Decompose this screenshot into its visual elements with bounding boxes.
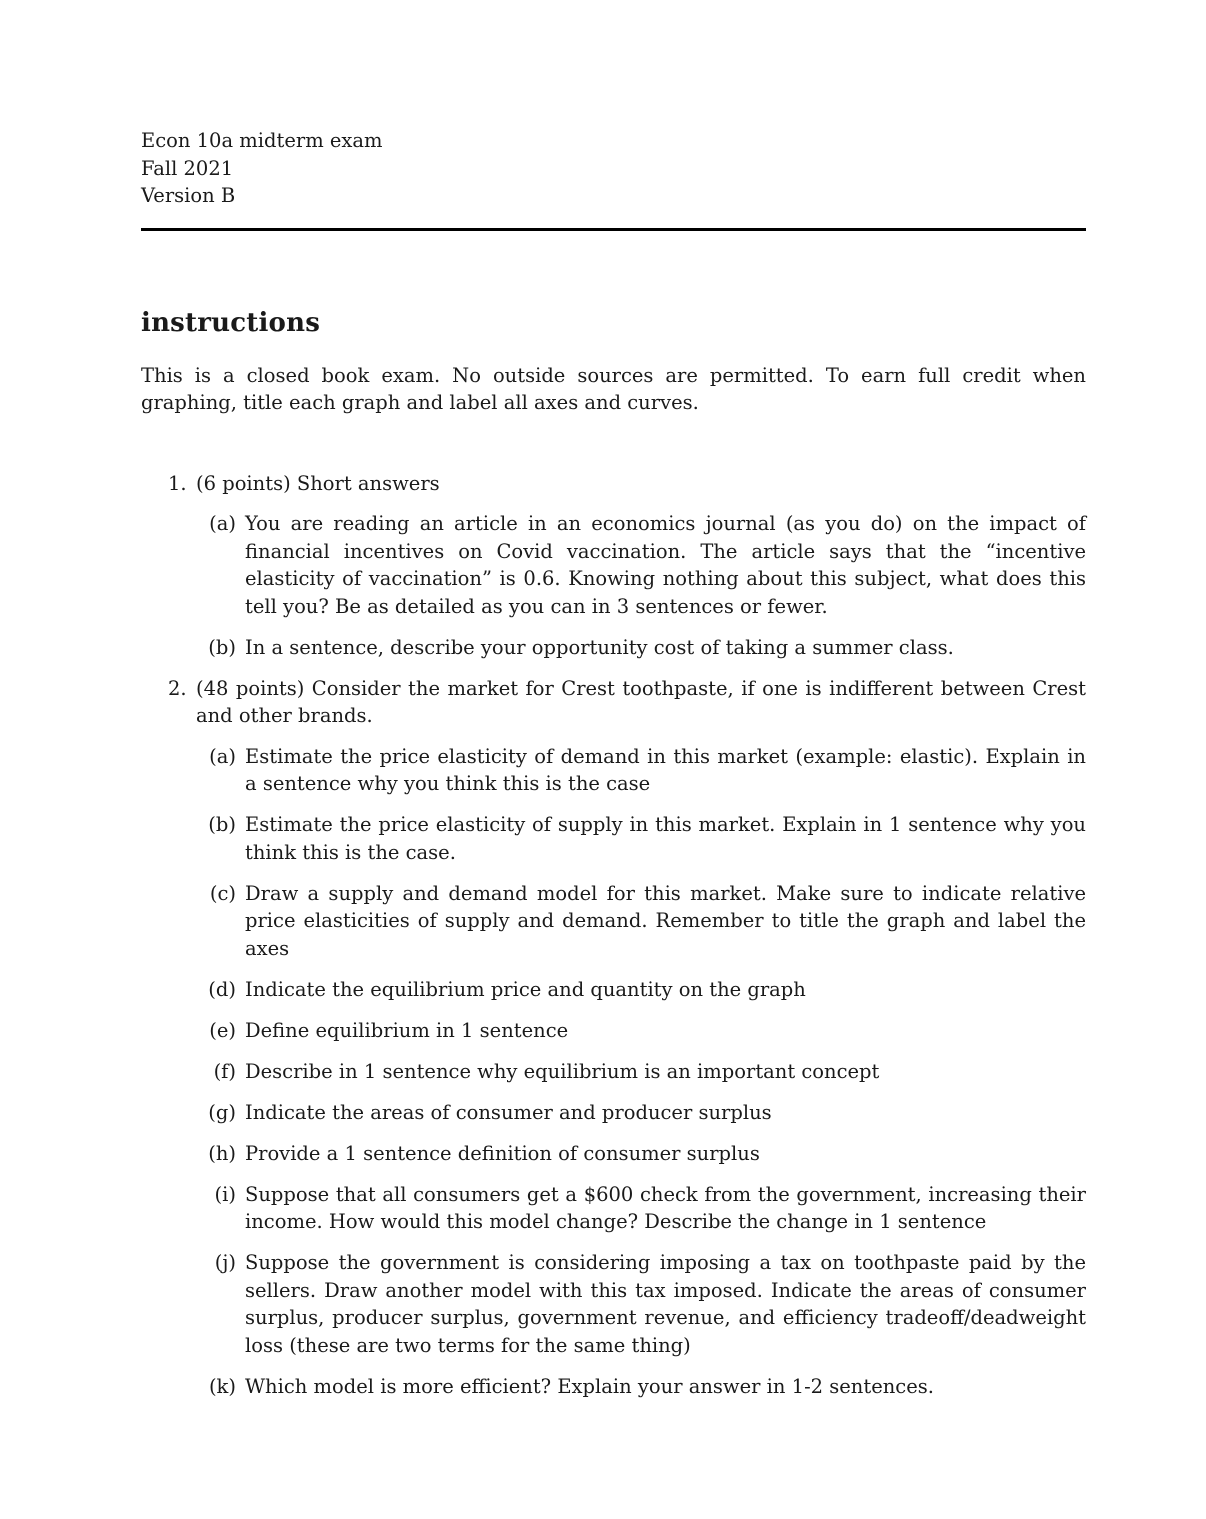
- part-text: Suppose the government is considering imposing a tax on toothpaste paid by the sellers. Draw another model with this tax imposed. Indicate the areas of consumer surplus, producer surplus, government revenue, and efficiency tradeoff/deadweight loss (these are two terms for the same thing): [245, 1251, 1086, 1357]
- question-part: [196, 1017, 1086, 1045]
- question-1: [141, 470, 1086, 662]
- question-part: [196, 743, 1086, 798]
- course-title: Econ 10a midterm exam: [141, 129, 383, 152]
- question-part: [196, 880, 1086, 963]
- part-text: Estimate the price elasticity of demand in this market (example: elastic). Explain in a sentence why you think this is the case: [245, 744, 1086, 795]
- part-label: (b): [208, 813, 236, 836]
- part-text: In a sentence, describe your opportunity cost of taking a summer class.: [245, 635, 954, 659]
- version: Version B: [141, 184, 236, 207]
- part-label: (a): [209, 744, 236, 768]
- question-part: [196, 1140, 1086, 1168]
- part-text: Indicate the areas of consumer and producer surplus: [245, 1100, 772, 1124]
- question-number: 1.: [168, 471, 187, 495]
- question-part: [196, 976, 1086, 1004]
- instructions-text: This is a closed book exam. No outside sources are permitted. To earn full credit when graphing, title each graph and label all axes and curves.: [141, 363, 1086, 414]
- exam-page: [141, 127, 1086, 1414]
- question-part: [196, 1099, 1086, 1127]
- part-text: Which model is more efficient? Explain your answer in 1-2 sentences.: [245, 1374, 934, 1398]
- question-1-parts: [196, 510, 1086, 661]
- question-part: [196, 1058, 1086, 1086]
- part-text: Describe in 1 sentence why equilibrium is an important concept: [245, 1059, 880, 1083]
- part-label: (g): [208, 1100, 236, 1124]
- question-part: [196, 1373, 1086, 1401]
- question-text: (6 points) Short answers: [196, 471, 440, 495]
- part-text: You are reading an article in an economics journal (as you do) on the impact of financial incentives on Covid vaccination. The article says that the “incentive elasticity of vaccination” is 0.6. Knowing nothing about this subject, what does this tell you? Be as detailed as you can in 3 sentences or fewer.: [245, 512, 1086, 618]
- question-2-parts: [196, 743, 1086, 1401]
- part-label: (k): [208, 1374, 236, 1398]
- question-list: [141, 470, 1086, 1401]
- part-label: (b): [208, 635, 236, 659]
- part-label: (c): [209, 881, 236, 905]
- part-label: (a): [209, 512, 236, 535]
- part-label: (d): [208, 977, 236, 1001]
- part-label: (f): [213, 1059, 236, 1083]
- question-part: [196, 1249, 1086, 1359]
- part-label: (h): [208, 1141, 236, 1165]
- question-number: 2.: [168, 676, 187, 700]
- question-2: [141, 675, 1086, 1401]
- part-text: Define equilibrium in 1 sentence: [245, 1018, 569, 1042]
- question-part: [196, 811, 1086, 866]
- part-text: Estimate the price elasticity of supply in this market. Explain in 1 sentence why you think this is the case.: [245, 813, 1086, 864]
- header-divider: [141, 228, 1086, 231]
- part-label: (e): [209, 1018, 236, 1042]
- question-part: [196, 1181, 1086, 1236]
- question-part: [196, 510, 1086, 620]
- question-part: [196, 634, 1086, 662]
- part-text: Indicate the equilibrium price and quantity on the graph: [245, 977, 806, 1001]
- part-text: Draw a supply and demand model for this market. Make sure to indicate relative price elasticities of supply and demand. Remember to title the graph and label the axes: [245, 881, 1086, 960]
- exam-header: [141, 127, 1086, 210]
- instructions-heading: instructions: [141, 307, 321, 338]
- question-text: (48 points) Consider the market for Crest toothpaste, if one is indifferent between Crest and other brands.: [196, 676, 1086, 727]
- part-label: (j): [214, 1251, 236, 1274]
- part-label: (i): [214, 1182, 236, 1206]
- term: Fall 2021: [141, 156, 234, 180]
- part-text: Provide a 1 sentence definition of consumer surplus: [245, 1141, 760, 1165]
- part-text: Suppose that all consumers get a $600 check from the government, increasing their income. How would this model change? Describe the change in 1 sentence: [245, 1182, 1086, 1233]
